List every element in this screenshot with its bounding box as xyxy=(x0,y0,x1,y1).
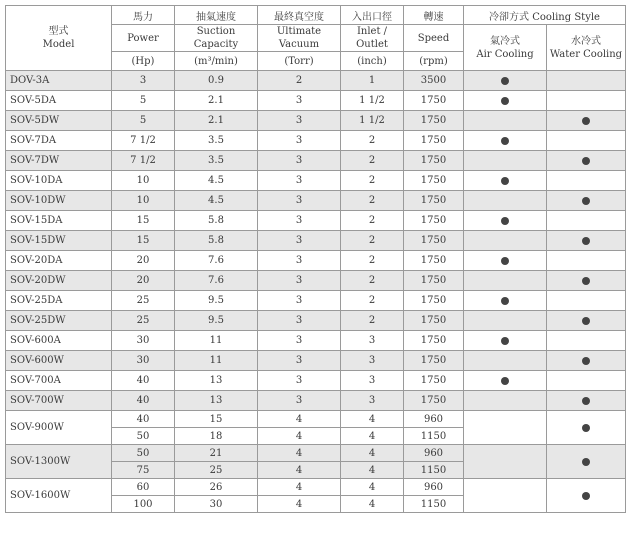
vacuum-cell: 3 xyxy=(258,391,341,411)
water-cooling-header xyxy=(547,25,626,71)
vacuum-header-en xyxy=(258,25,341,52)
vacuum-cell: 4 xyxy=(258,496,341,513)
inlet-cell: 2 xyxy=(341,171,404,191)
inlet-cell: 2 xyxy=(341,131,404,151)
power-cell: 3 xyxy=(112,71,175,91)
vacuum-cell: 3 xyxy=(258,291,341,311)
inlet-cell: 2 xyxy=(341,291,404,311)
suction-cell: 15 xyxy=(175,411,258,428)
vacuum-cell: 4 xyxy=(258,411,341,428)
inlet-cell: 4 xyxy=(341,496,404,513)
vacuum-cell: 3 xyxy=(258,131,341,151)
power-cell: 75 xyxy=(112,462,175,479)
cooling-dot-icon xyxy=(582,397,590,405)
model-cell: SOV-7DA xyxy=(6,131,112,151)
suction-cell: 13 xyxy=(175,391,258,411)
model-cell: SOV-20DW xyxy=(6,271,112,291)
speed-cell: 3500 xyxy=(404,71,464,91)
air-cooling-cell xyxy=(464,445,547,479)
air-cooling-cell xyxy=(464,391,547,411)
speed-cell: 960 xyxy=(404,445,464,462)
water-cooling-cell xyxy=(547,91,626,111)
power-cell: 60 xyxy=(112,479,175,496)
inlet-header-en xyxy=(341,25,404,52)
model-header-en: Model xyxy=(42,39,75,50)
speed-header-zh: 轉速 xyxy=(404,6,464,25)
model-cell: SOV-600W xyxy=(6,351,112,371)
power-cell: 25 xyxy=(112,291,175,311)
suction-cell: 9.5 xyxy=(175,291,258,311)
power-header-en: Power xyxy=(112,25,175,52)
power-header-zh: 馬力 xyxy=(112,6,175,25)
vacuum-cell: 3 xyxy=(258,111,341,131)
water-cooling-cell xyxy=(547,331,626,351)
inlet-header-zh: 入出口徑 xyxy=(341,6,404,25)
vacuum-cell: 2 xyxy=(258,71,341,91)
inlet-cell: 2 xyxy=(341,311,404,331)
table-row xyxy=(6,91,626,111)
suction-cell: 0.9 xyxy=(175,71,258,91)
air-cooling-cell xyxy=(464,351,547,371)
suction-cell: 5.8 xyxy=(175,211,258,231)
cooling-dot-icon xyxy=(582,237,590,245)
vacuum-header-en-line1: Ultimate xyxy=(276,26,322,37)
water-cooling-cell xyxy=(547,171,626,191)
model-cell: SOV-900W xyxy=(6,411,112,445)
speed-cell: 1750 xyxy=(404,311,464,331)
cooling-dot-icon xyxy=(501,337,509,345)
speed-cell: 1750 xyxy=(404,211,464,231)
model-cell: SOV-10DA xyxy=(6,171,112,191)
inlet-cell: 1 1/2 xyxy=(341,91,404,111)
speed-cell: 1750 xyxy=(404,291,464,311)
model-cell: SOV-700W xyxy=(6,391,112,411)
power-cell: 30 xyxy=(112,331,175,351)
inlet-header-en-line1: Inlet / xyxy=(356,26,388,37)
speed-cell: 1750 xyxy=(404,131,464,151)
speed-cell: 960 xyxy=(404,411,464,428)
air-cooling-cell xyxy=(464,91,547,111)
vacuum-cell: 3 xyxy=(258,211,341,231)
speed-cell: 1750 xyxy=(404,331,464,351)
air-cooling-cell xyxy=(464,211,547,231)
power-cell: 100 xyxy=(112,496,175,513)
suction-cell: 4.5 xyxy=(175,191,258,211)
vacuum-cell: 3 xyxy=(258,351,341,371)
cooling-dot-icon xyxy=(582,117,590,125)
inlet-cell: 2 xyxy=(341,191,404,211)
power-cell: 20 xyxy=(112,251,175,271)
cooling-dot-icon xyxy=(582,357,590,365)
suction-header-zh: 抽氣速度 xyxy=(175,6,258,25)
model-cell: DOV-3A xyxy=(6,71,112,91)
power-cell: 30 xyxy=(112,351,175,371)
inlet-cell: 2 xyxy=(341,251,404,271)
suction-cell: 7.6 xyxy=(175,271,258,291)
table-row xyxy=(6,251,626,271)
inlet-cell: 3 xyxy=(341,331,404,351)
table-row xyxy=(6,151,626,171)
vacuum-cell: 4 xyxy=(258,445,341,462)
speed-cell: 1750 xyxy=(404,151,464,171)
model-cell: SOV-10DW xyxy=(6,191,112,211)
suction-cell: 9.5 xyxy=(175,311,258,331)
air-cooling-cell xyxy=(464,131,547,151)
air-cooling-cell xyxy=(464,311,547,331)
vacuum-pump-spec-table xyxy=(5,5,626,513)
air-cooling-cell xyxy=(464,231,547,251)
water-cooling-cell xyxy=(547,111,626,131)
table-row xyxy=(6,171,626,191)
suction-header-en-line1: Suction xyxy=(196,26,236,37)
model-cell: SOV-5DA xyxy=(6,91,112,111)
speed-cell: 1750 xyxy=(404,171,464,191)
model-cell: SOV-20DA xyxy=(6,251,112,271)
vacuum-cell: 3 xyxy=(258,331,341,351)
table-row xyxy=(6,231,626,251)
model-cell: SOV-25DA xyxy=(6,291,112,311)
model-header-zh: 型式 xyxy=(48,26,69,37)
power-cell: 5 xyxy=(112,111,175,131)
spec-table-wrapper xyxy=(5,5,626,513)
suction-cell: 2.1 xyxy=(175,111,258,131)
vacuum-cell: 3 xyxy=(258,251,341,271)
inlet-cell: 2 xyxy=(341,271,404,291)
air-cooling-cell xyxy=(464,411,547,445)
water-cooling-cell xyxy=(547,391,626,411)
air-cooling-header-zh: 氣冷式 xyxy=(490,35,520,47)
suction-cell: 30 xyxy=(175,496,258,513)
water-cooling-cell xyxy=(547,131,626,151)
table-header xyxy=(6,6,626,71)
model-cell: SOV-15DW xyxy=(6,231,112,251)
speed-header-en: Speed xyxy=(404,25,464,52)
inlet-cell: 4 xyxy=(341,411,404,428)
power-cell: 5 xyxy=(112,91,175,111)
speed-cell: 1750 xyxy=(404,111,464,131)
table-row xyxy=(6,311,626,331)
model-cell: SOV-700A xyxy=(6,371,112,391)
model-cell: SOV-5DW xyxy=(6,111,112,131)
speed-cell: 1150 xyxy=(404,462,464,479)
cooling-dot-icon xyxy=(582,157,590,165)
vacuum-cell: 3 xyxy=(258,231,341,251)
vacuum-header-en-line2: Vacuum xyxy=(278,39,320,50)
cooling-dot-icon xyxy=(501,257,509,265)
suction-cell: 25 xyxy=(175,462,258,479)
inlet-cell: 4 xyxy=(341,428,404,445)
cooling-dot-icon xyxy=(501,177,509,185)
table-row xyxy=(6,445,626,462)
model-cell: SOV-15DA xyxy=(6,211,112,231)
model-cell: SOV-1300W xyxy=(6,445,112,479)
speed-cell: 1150 xyxy=(404,428,464,445)
air-cooling-header-en: Air Cooling xyxy=(476,48,534,60)
table-row xyxy=(6,291,626,311)
speed-cell: 1750 xyxy=(404,351,464,371)
inlet-cell: 1 1/2 xyxy=(341,111,404,131)
air-cooling-cell xyxy=(464,111,547,131)
inlet-unit: (inch) xyxy=(341,52,404,71)
inlet-cell: 3 xyxy=(341,351,404,371)
power-cell: 7 1/2 xyxy=(112,151,175,171)
power-cell: 25 xyxy=(112,311,175,331)
air-cooling-cell xyxy=(464,271,547,291)
water-cooling-cell xyxy=(547,479,626,513)
speed-cell: 1750 xyxy=(404,231,464,251)
suction-cell: 3.5 xyxy=(175,151,258,171)
cooling-dot-icon xyxy=(582,277,590,285)
water-cooling-cell xyxy=(547,291,626,311)
air-cooling-cell xyxy=(464,171,547,191)
table-row xyxy=(6,71,626,91)
suction-cell: 21 xyxy=(175,445,258,462)
power-cell: 10 xyxy=(112,191,175,211)
vacuum-cell: 3 xyxy=(258,311,341,331)
cooling-dot-icon xyxy=(501,377,509,385)
speed-cell: 1750 xyxy=(404,251,464,271)
cooling-dot-icon xyxy=(501,77,509,85)
model-cell: SOV-600A xyxy=(6,331,112,351)
inlet-header-en-line2: Outlet xyxy=(356,39,388,50)
vacuum-cell: 3 xyxy=(258,191,341,211)
suction-cell: 5.8 xyxy=(175,231,258,251)
speed-cell: 1150 xyxy=(404,496,464,513)
suction-cell: 7.6 xyxy=(175,251,258,271)
air-cooling-cell xyxy=(464,291,547,311)
model-cell: SOV-7DW xyxy=(6,151,112,171)
vacuum-header-zh: 最終真空度 xyxy=(258,6,341,25)
suction-cell: 4.5 xyxy=(175,171,258,191)
speed-cell: 1750 xyxy=(404,371,464,391)
inlet-cell: 4 xyxy=(341,479,404,496)
table-row xyxy=(6,131,626,151)
power-cell: 40 xyxy=(112,371,175,391)
suction-cell: 13 xyxy=(175,371,258,391)
water-cooling-cell xyxy=(547,231,626,251)
power-cell: 40 xyxy=(112,411,175,428)
air-cooling-header xyxy=(464,25,547,71)
table-body xyxy=(6,71,626,513)
suction-cell: 11 xyxy=(175,331,258,351)
model-header xyxy=(6,6,112,71)
table-row xyxy=(6,411,626,428)
water-cooling-cell xyxy=(547,311,626,331)
table-row xyxy=(6,351,626,371)
vacuum-cell: 3 xyxy=(258,91,341,111)
suction-unit: (m³/min) xyxy=(175,52,258,71)
power-cell: 20 xyxy=(112,271,175,291)
suction-cell: 11 xyxy=(175,351,258,371)
water-cooling-cell xyxy=(547,211,626,231)
water-cooling-header-zh: 水冷式 xyxy=(571,35,601,47)
cooling-dot-icon xyxy=(582,458,590,466)
inlet-cell: 1 xyxy=(341,71,404,91)
vacuum-cell: 3 xyxy=(258,171,341,191)
inlet-cell: 2 xyxy=(341,151,404,171)
speed-unit: (rpm) xyxy=(404,52,464,71)
inlet-cell: 2 xyxy=(341,231,404,251)
cooling-dot-icon xyxy=(501,137,509,145)
vacuum-cell: 4 xyxy=(258,479,341,496)
air-cooling-cell xyxy=(464,71,547,91)
air-cooling-cell xyxy=(464,251,547,271)
power-cell: 10 xyxy=(112,171,175,191)
vacuum-cell: 3 xyxy=(258,271,341,291)
model-cell: SOV-25DW xyxy=(6,311,112,331)
table-row xyxy=(6,371,626,391)
cooling-style-header: 冷卻方式 Cooling Style xyxy=(464,6,626,25)
water-cooling-cell xyxy=(547,445,626,479)
inlet-cell: 4 xyxy=(341,462,404,479)
water-cooling-cell xyxy=(547,271,626,291)
power-cell: 15 xyxy=(112,211,175,231)
air-cooling-cell xyxy=(464,479,547,513)
air-cooling-cell xyxy=(464,331,547,351)
suction-cell: 3.5 xyxy=(175,131,258,151)
suction-cell: 26 xyxy=(175,479,258,496)
inlet-cell: 2 xyxy=(341,211,404,231)
table-row xyxy=(6,191,626,211)
cooling-dot-icon xyxy=(501,97,509,105)
vacuum-unit: (Torr) xyxy=(258,52,341,71)
cooling-dot-icon xyxy=(582,424,590,432)
water-cooling-cell xyxy=(547,251,626,271)
water-cooling-cell xyxy=(547,151,626,171)
inlet-cell: 3 xyxy=(341,371,404,391)
speed-cell: 960 xyxy=(404,479,464,496)
inlet-cell: 4 xyxy=(341,445,404,462)
inlet-cell: 3 xyxy=(341,391,404,411)
power-cell: 50 xyxy=(112,428,175,445)
speed-cell: 1750 xyxy=(404,191,464,211)
cooling-dot-icon xyxy=(501,217,509,225)
table-row xyxy=(6,211,626,231)
power-cell: 7 1/2 xyxy=(112,131,175,151)
suction-header-en-line2: Capacity xyxy=(193,39,239,50)
table-row xyxy=(6,331,626,351)
table-row xyxy=(6,391,626,411)
water-cooling-cell xyxy=(547,411,626,445)
air-cooling-cell xyxy=(464,191,547,211)
model-cell: SOV-1600W xyxy=(6,479,112,513)
water-cooling-cell xyxy=(547,371,626,391)
vacuum-cell: 3 xyxy=(258,371,341,391)
power-cell: 50 xyxy=(112,445,175,462)
suction-cell: 18 xyxy=(175,428,258,445)
power-unit: (Hp) xyxy=(112,52,175,71)
water-cooling-cell xyxy=(547,71,626,91)
cooling-dot-icon xyxy=(582,197,590,205)
power-cell: 40 xyxy=(112,391,175,411)
table-row xyxy=(6,271,626,291)
table-row xyxy=(6,111,626,131)
speed-cell: 1750 xyxy=(404,391,464,411)
vacuum-cell: 3 xyxy=(258,151,341,171)
cooling-dot-icon xyxy=(501,297,509,305)
vacuum-cell: 4 xyxy=(258,428,341,445)
suction-header-en xyxy=(175,25,258,52)
water-cooling-header-en: Water Cooling xyxy=(549,48,623,60)
suction-cell: 2.1 xyxy=(175,91,258,111)
water-cooling-cell xyxy=(547,351,626,371)
air-cooling-cell xyxy=(464,151,547,171)
table-row xyxy=(6,479,626,496)
speed-cell: 1750 xyxy=(404,91,464,111)
cooling-dot-icon xyxy=(582,492,590,500)
cooling-dot-icon xyxy=(582,317,590,325)
air-cooling-cell xyxy=(464,371,547,391)
speed-cell: 1750 xyxy=(404,271,464,291)
power-cell: 15 xyxy=(112,231,175,251)
water-cooling-cell xyxy=(547,191,626,211)
vacuum-cell: 4 xyxy=(258,462,341,479)
